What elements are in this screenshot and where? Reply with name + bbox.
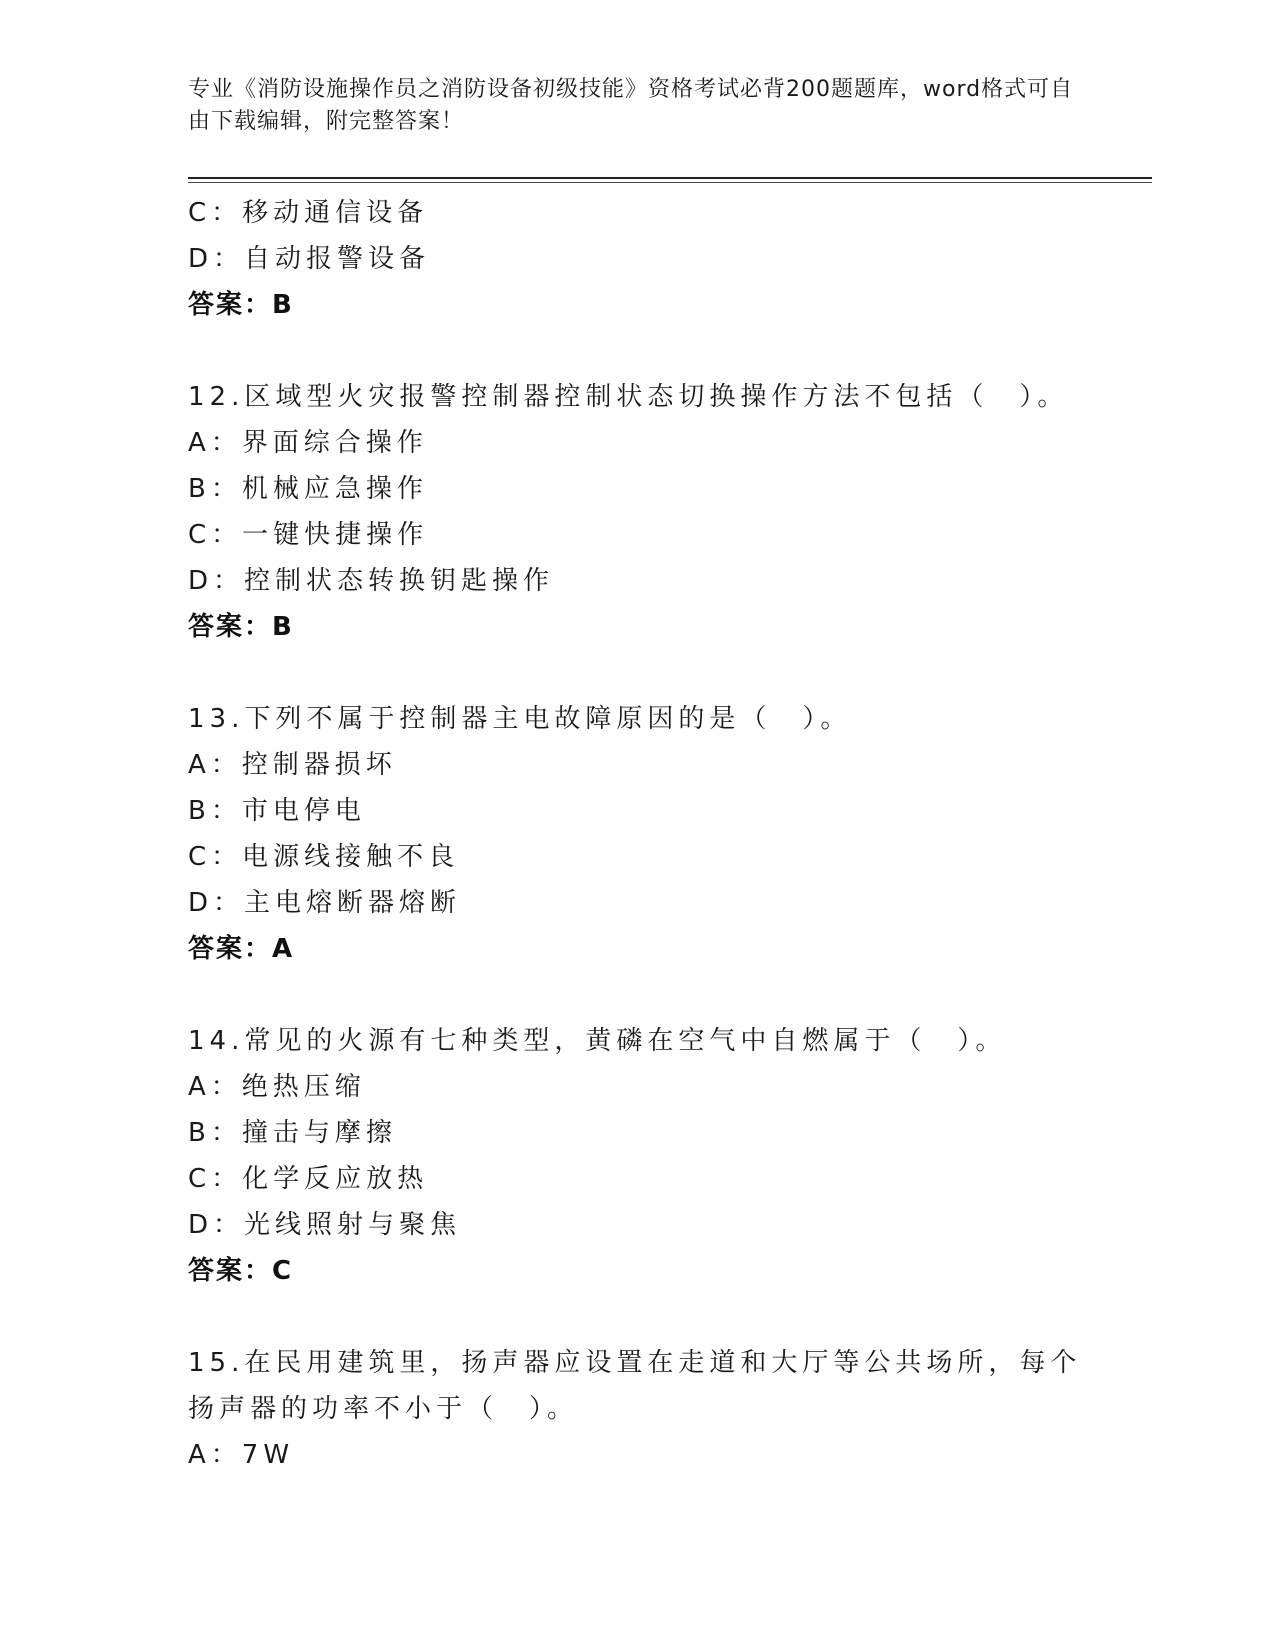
option-d: D：主电熔断器熔断 <box>188 888 462 918</box>
question-13 <box>188 696 1148 972</box>
option-b: B：市电停电 <box>188 796 366 826</box>
header-divider-thick <box>188 177 1152 179</box>
header-divider-thin <box>188 182 1152 183</box>
answer-line: 答案：B <box>188 612 294 642</box>
option-d: D：自动报警设备 <box>188 244 431 274</box>
question-15 <box>188 1340 1148 1478</box>
question-14 <box>188 1018 1148 1294</box>
question-stem: 12.区域型火灾报警控制器控制状态切换操作方法不包括（ ）。 <box>188 382 1069 412</box>
option-a: A：控制器损坏 <box>188 750 397 780</box>
question-11-tail <box>188 190 1148 328</box>
document-header: 专业《消防设施操作员之消防设备初级技能》资格考试必背200题题库，word格式可自由下载编辑，附完整答案！ <box>188 77 1074 134</box>
option-c: C：电源线接触不良 <box>188 842 460 872</box>
option-a: A：7W <box>188 1440 295 1470</box>
question-stem: 13.下列不属于控制器主电故障原因的是（ ）。 <box>188 704 852 734</box>
answer-line: 答案：B <box>188 290 294 320</box>
option-c: C：化学反应放热 <box>188 1164 429 1194</box>
question-stem: 15.在民用建筑里，扬声器应设置在走道和大厅等公共场所，每个扬声器的功率不小于（ ）。 <box>188 1348 1082 1424</box>
option-b: B：机械应急操作 <box>188 474 428 504</box>
question-12 <box>188 374 1148 650</box>
answer-line: 答案：C <box>188 1256 294 1286</box>
option-d: D：光线照射与聚焦 <box>188 1210 462 1240</box>
option-a: A：界面综合操作 <box>188 428 428 458</box>
option-c: C：移动通信设备 <box>188 198 429 228</box>
option-d: D：控制状态转换钥匙操作 <box>188 566 555 596</box>
option-a: A：绝热压缩 <box>188 1072 366 1102</box>
question-stem: 14.常见的火源有七种类型，黄磷在空气中自燃属于（ ）。 <box>188 1026 1007 1056</box>
option-c: C：一键快捷操作 <box>188 520 429 550</box>
answer-line: 答案：A <box>188 934 295 964</box>
option-b: B：撞击与摩擦 <box>188 1118 397 1148</box>
question-list <box>188 190 1148 1478</box>
